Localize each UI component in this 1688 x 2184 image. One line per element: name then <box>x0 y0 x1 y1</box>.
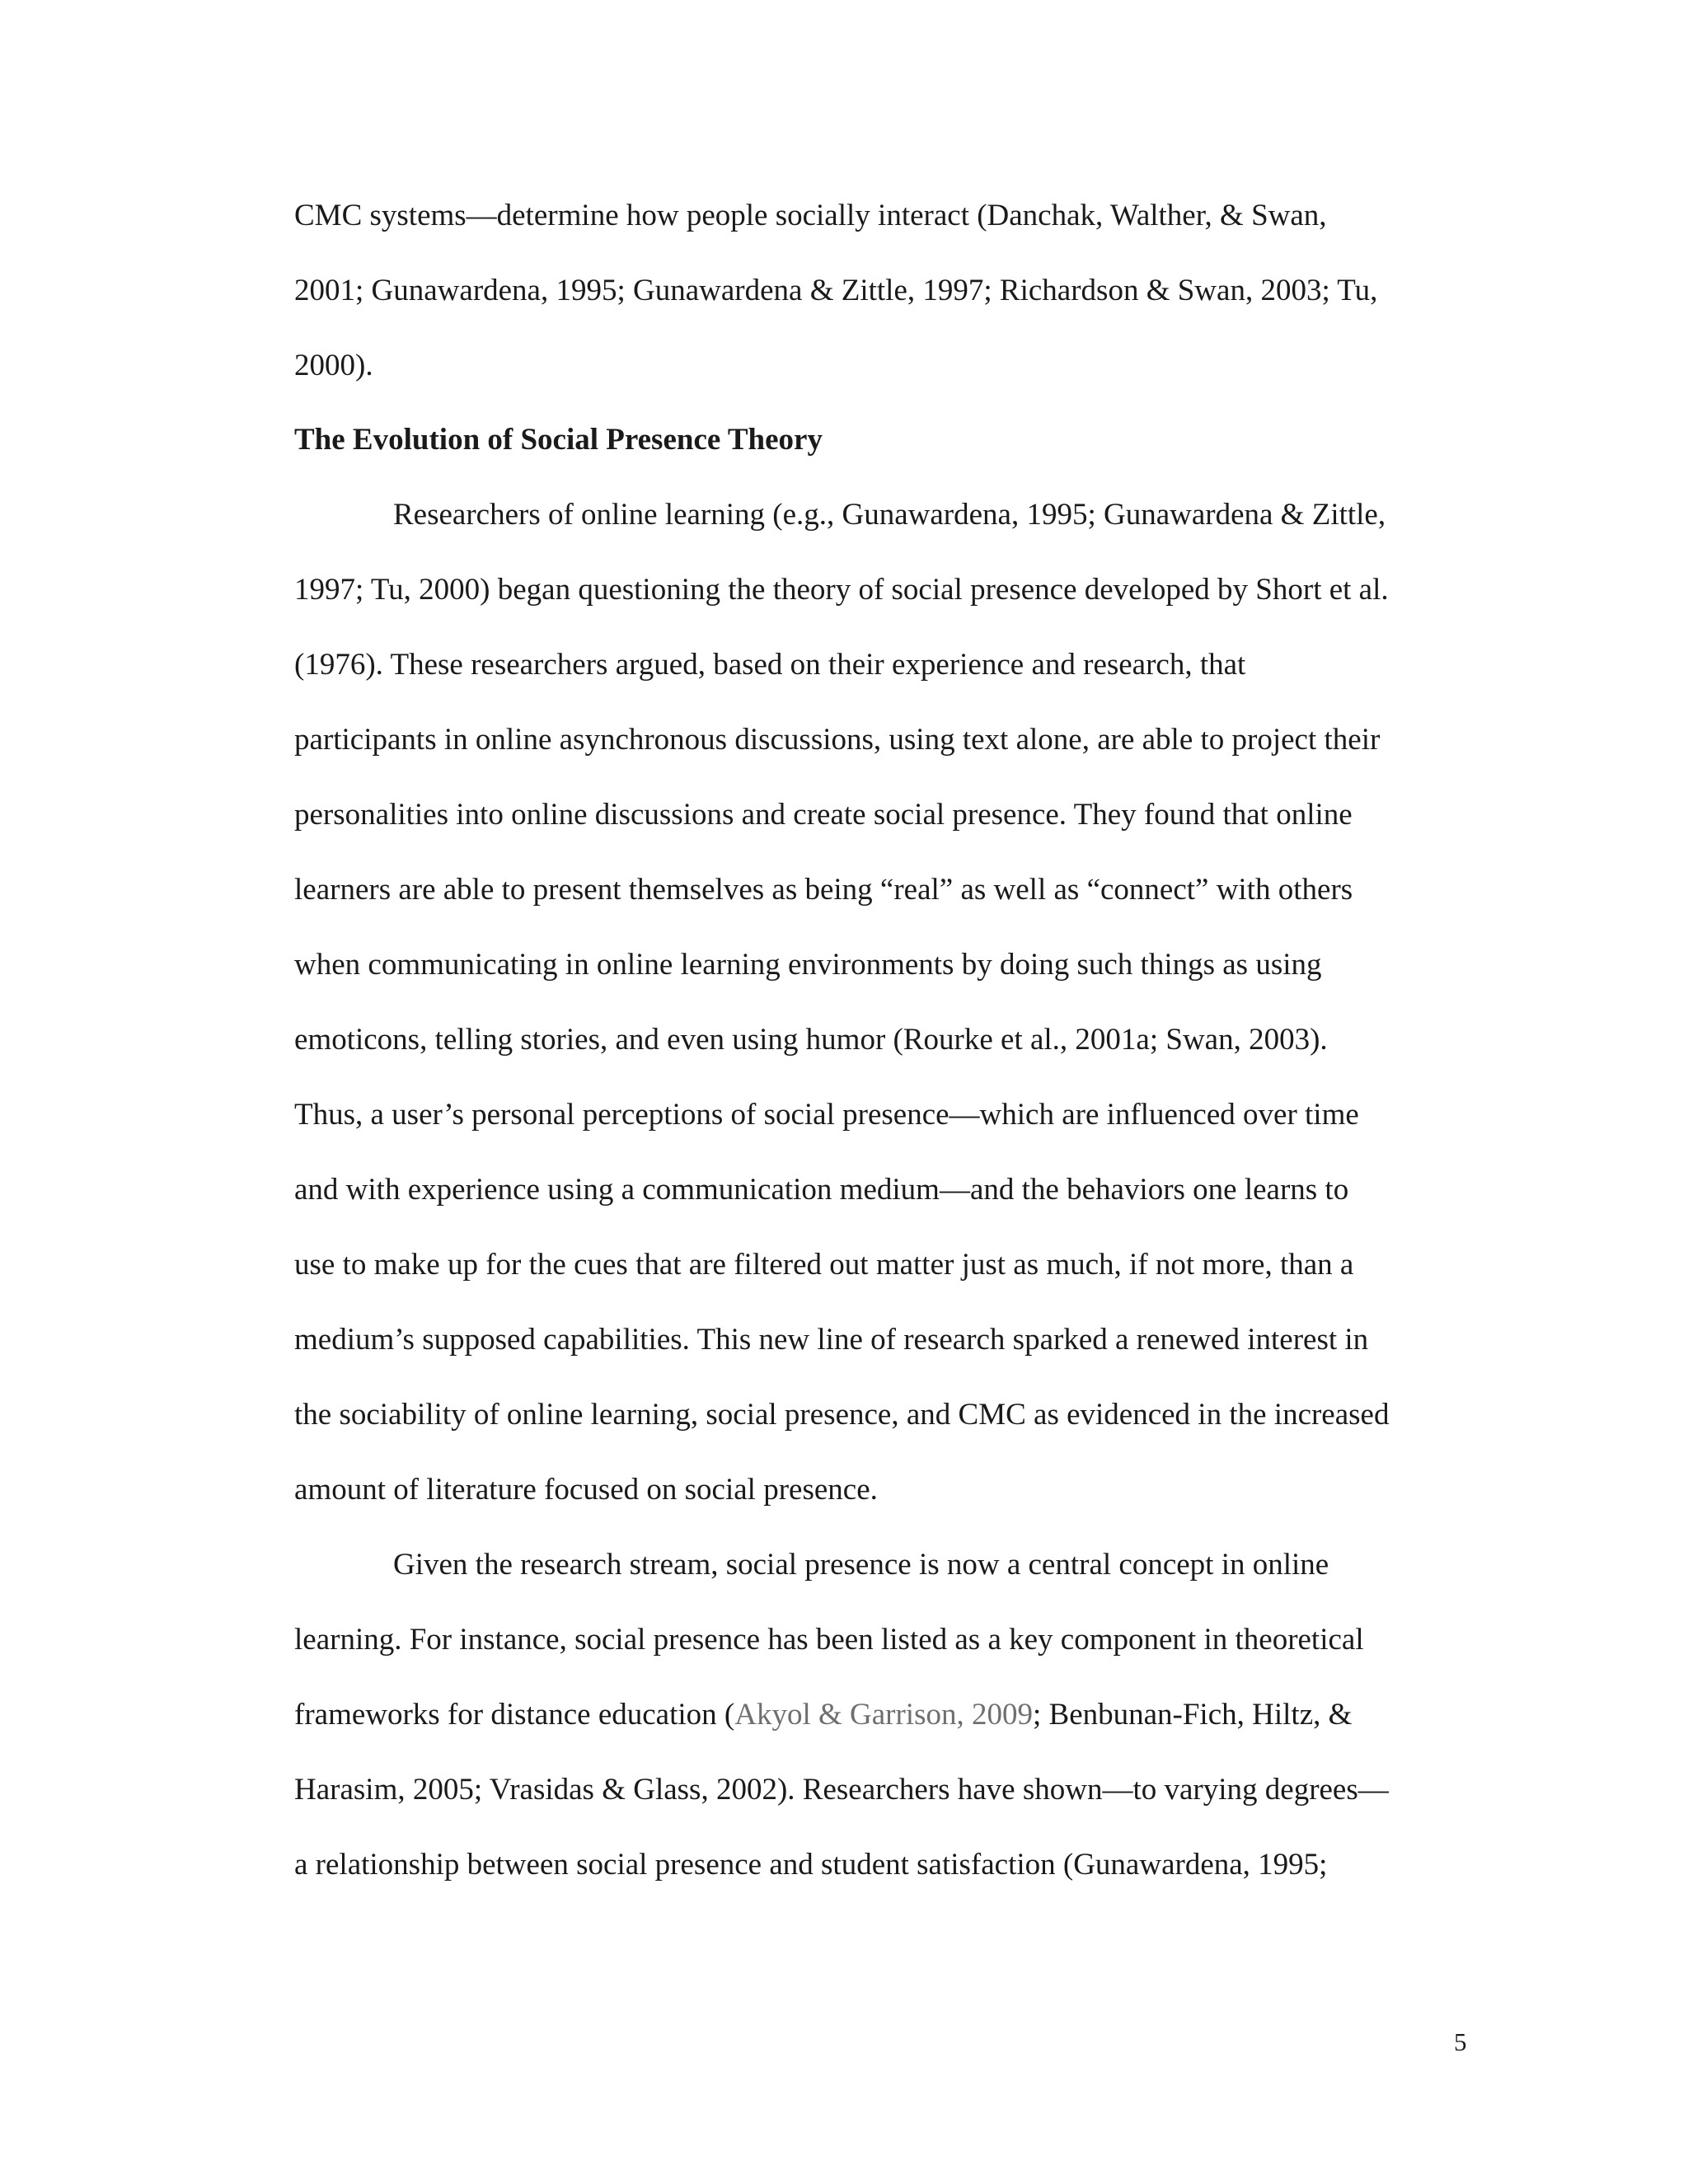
text-segment: ; Benbunan-Fich, Hiltz, & <box>1032 1698 1353 1732</box>
body-text-line: participants in online asynchronous discussions, using text alone, are able to project their <box>294 723 1381 757</box>
body-text-line: amount of literature focused on social presence. <box>294 1473 878 1507</box>
highlighted-citation: Akyol & Garrison, 2009 <box>734 1698 1033 1732</box>
body-text-line: Thus, a user’s personal perceptions of social presence—which are influenced over time <box>294 1098 1359 1132</box>
body-text-line: Harasim, 2005; Vrasidas & Glass, 2002). Researchers have shown—to varying degrees— <box>294 1773 1389 1807</box>
body-text-line: use to make up for the cues that are filtered out matter just as much, if not more, than a <box>294 1248 1354 1282</box>
paragraph-first-line: Researchers of online learning (e.g., Gunawardena, 1995; Gunawardena & Zittle, <box>393 498 1386 532</box>
body-text-line: a relationship between social presence and student satisfaction (Gunawardena, 1995; <box>294 1848 1328 1882</box>
body-text-line: emoticons, telling stories, and even using humor (Rourke et al., 2001a; Swan, 2003). <box>294 1023 1328 1057</box>
text-segment: frameworks for distance education ( <box>294 1698 735 1732</box>
body-text-line <box>294 1697 1352 1733</box>
paragraph-first-line: Given the research stream, social presence is now a central concept in online <box>393 1548 1329 1582</box>
body-text-line: when communicating in online learning environments by doing such things as using <box>294 948 1322 982</box>
body-text-line: and with experience using a communication medium—and the behaviors one learns to <box>294 1173 1349 1207</box>
body-text-line: personalities into online discussions and create social presence. They found that online <box>294 798 1353 832</box>
body-text-line: learning. For instance, social presence has been listed as a key component in theoretical <box>294 1623 1364 1657</box>
body-text-line: (1976). These researchers argued, based on their experience and research, that <box>294 648 1246 682</box>
body-text-line: CMC systems—determine how people socially interact (Danchak, Walther, & Swan, <box>294 199 1327 232</box>
body-text-line: medium’s supposed capabilities. This new line of research sparked a renewed interest in <box>294 1323 1369 1357</box>
body-text-line: 1997; Tu, 2000) began questioning the theory of social presence developed by Short et al. <box>294 573 1389 607</box>
body-text-line: 2000). <box>294 349 373 382</box>
body-text-line: learners are able to present themselves as being “real” as well as “connect” with others <box>294 873 1353 907</box>
section-heading: The Evolution of Social Presence Theory <box>294 423 823 457</box>
body-text-line: 2001; Gunawardena, 1995; Gunawardena & Zittle, 1997; Richardson & Swan, 2003; Tu, <box>294 274 1378 307</box>
page-number: 5 <box>1454 2027 1467 2056</box>
body-text-line: the sociability of online learning, social presence, and CMC as evidenced in the increased <box>294 1398 1390 1432</box>
